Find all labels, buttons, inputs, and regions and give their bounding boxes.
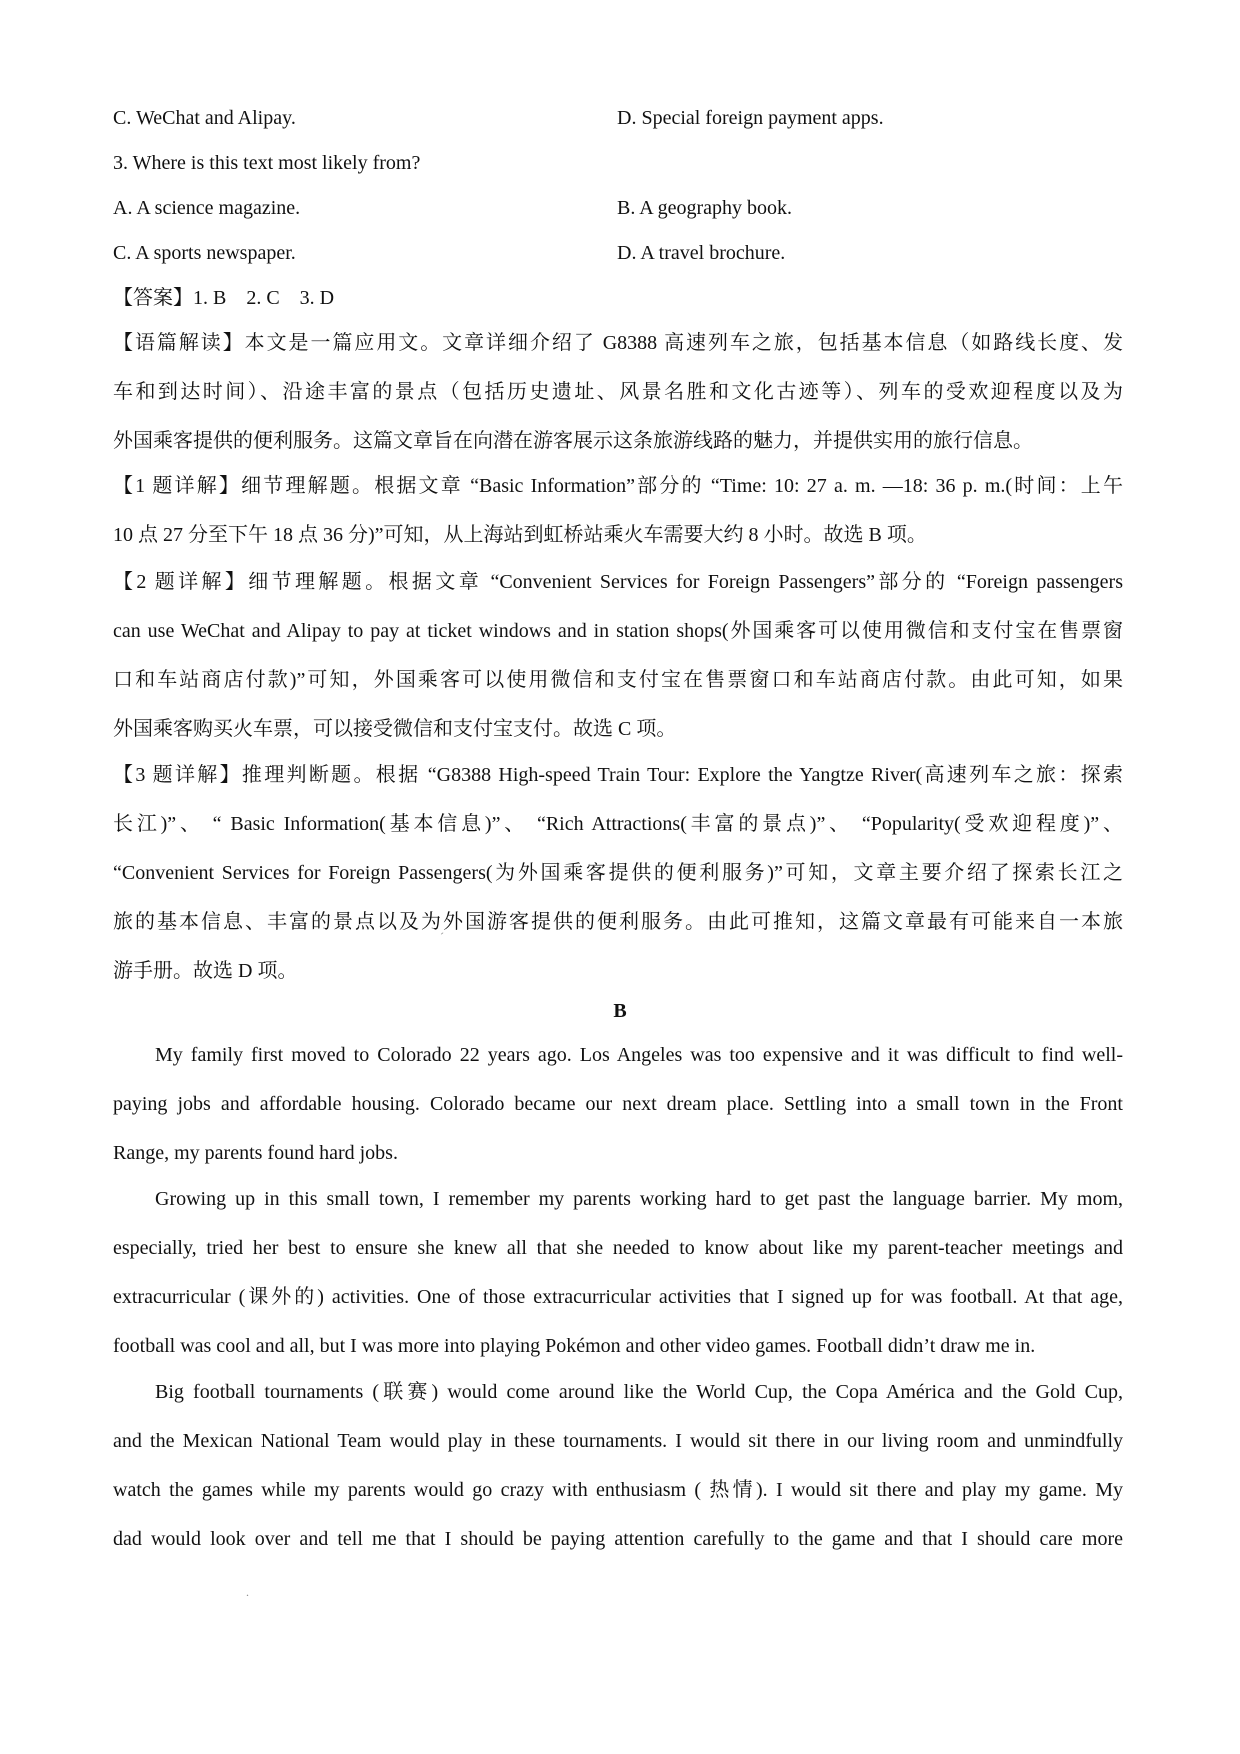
- explanation-line: “Convenient Services for Foreign Passengers(为外国乘客提供的便利服务)”可知，文章主要介绍了探索长江之: [113, 862, 1123, 884]
- explanation-line: 游手册。故选 D 项。: [113, 960, 298, 982]
- option-a-q3: A. A science magazine.: [113, 197, 301, 219]
- explanation-line: 长江)”、 “ Basic Information(基本信息)”、 “Rich Attractions(丰富的景点)”、 “Popularity(受欢迎程度)”、: [113, 813, 1123, 835]
- paragraph-line: football was cool and all, but I was more into playing Pokémon and other video games. Football didn’t draw me in.: [113, 1335, 1036, 1357]
- interpretation-line: 【语篇解读】本文是一篇应用文。文章详细介绍了 G8388 高速列车之旅，包括基本信息（如路线长度、发: [113, 332, 1123, 354]
- paragraph-line: paying jobs and affordable housing. Colorado became our next dream place. Settling into a small town in the Front: [113, 1093, 1123, 1115]
- option-d-q3: D. A travel brochure.: [617, 242, 786, 264]
- paragraph-line: and the Mexican National Team would play in these tournaments. I would sit there in our living room and unmindfully: [113, 1430, 1123, 1452]
- option-c-q3: C. A sports newspaper.: [113, 242, 296, 264]
- paragraph-line: Range, my parents found hard jobs.: [113, 1142, 398, 1164]
- paragraph-line: especially, tried her best to ensure she knew all that she needed to know about like my parent-teacher meetings and: [113, 1237, 1123, 1259]
- passage-paragraph-2: [113, 1189, 1123, 1385]
- passage-interpretation: [113, 333, 1123, 480]
- paragraph-line: My family first moved to Colorado 22 years ago. Los Angeles was too expensive and it was difficult to find well-: [155, 1044, 1123, 1066]
- paragraph-line: extracurricular (课外的) activities. One of those extracurricular activities that I signed up for was football. At that age,: [113, 1286, 1123, 1308]
- explanation-line: can use WeChat and Alipay to pay at ticket windows and in station shops(外国乘客可以使用微信和支付宝在售票窗: [113, 620, 1123, 642]
- passage-paragraph-3: [113, 1382, 1123, 1578]
- stray-dot: .: [246, 1585, 249, 1599]
- explanation-line: 旅的基本信息、丰富的景点以及为外国游客提供的便利服务。由此可推知，这篇文章最有可能来自一本旅: [113, 911, 1123, 933]
- explanation-q1: [113, 476, 1123, 574]
- section-heading: B: [613, 1000, 627, 1022]
- explanation-line: 口和车站商店付款)”可知，外国乘客可以使用微信和支付宝在售票窗口和车站商店付款。由此可知，如果: [113, 669, 1123, 691]
- option-b-q3: B. A geography book.: [617, 197, 792, 219]
- option-d-q2: D. Special foreign payment apps.: [617, 107, 884, 129]
- explanation-line: 10 点 27 分至下午 18 点 36 分)”可知，从上海站到虹桥站乘火车需要大约 8 小时。故选 B 项。: [113, 524, 927, 546]
- option-c-q2: C. WeChat and Alipay.: [113, 107, 296, 129]
- paragraph-line: watch the games while my parents would go crazy with enthusiasm ( 热情). I would sit there and play my game. My: [113, 1479, 1123, 1501]
- explanation-line: 外国乘客购买火车票，可以接受微信和支付宝支付。故选 C 项。: [113, 718, 677, 740]
- paragraph-line: Big football tournaments (联赛) would come around like the World Cup, the Copa América and the Gold Cup,: [155, 1381, 1123, 1403]
- interpretation-line: 车和到达时间）、沿途丰富的景点（包括历史遗址、风景名胜和文化古迹等）、列车的受欢迎程度以及为: [113, 381, 1123, 403]
- explanation-line: 【1 题详解】细节理解题。根据文章 “Basic Information”部分的 “Time: 10: 27 a. m. —18: 36 p. m.(时间：上午: [113, 475, 1123, 497]
- explanation-q3: [113, 765, 1123, 1010]
- paragraph-line: Growing up in this small town, I remember my parents working hard to get past the language barrier. My mom,: [155, 1188, 1123, 1210]
- passage-paragraph-1: [113, 1045, 1123, 1192]
- question-3-stem: 3. Where is this text most likely from?: [113, 152, 421, 174]
- explanation-line: 【3 题详解】推理判断题。根据 “G8388 High-speed Train Tour: Explore the Yangtze River(高速列车之旅：探索: [113, 764, 1123, 786]
- explanation-q2: [113, 572, 1123, 768]
- answer-key: 【答案】1. B 2. C 3. D: [113, 287, 335, 309]
- paragraph-line: dad would look over and tell me that I should be paying attention carefully to the game and that I should care more: [113, 1528, 1123, 1550]
- explanation-line: 【2 题详解】细节理解题。根据文章 “Convenient Services for Foreign Passengers”部分的 “Foreign passengers: [113, 571, 1123, 593]
- interpretation-line: 外国乘客提供的便利服务。这篇文章旨在向潜在游客展示这条旅游线路的魅力，并提供实用的旅行信息。: [113, 430, 1033, 452]
- stray-mark: ´: [440, 930, 444, 944]
